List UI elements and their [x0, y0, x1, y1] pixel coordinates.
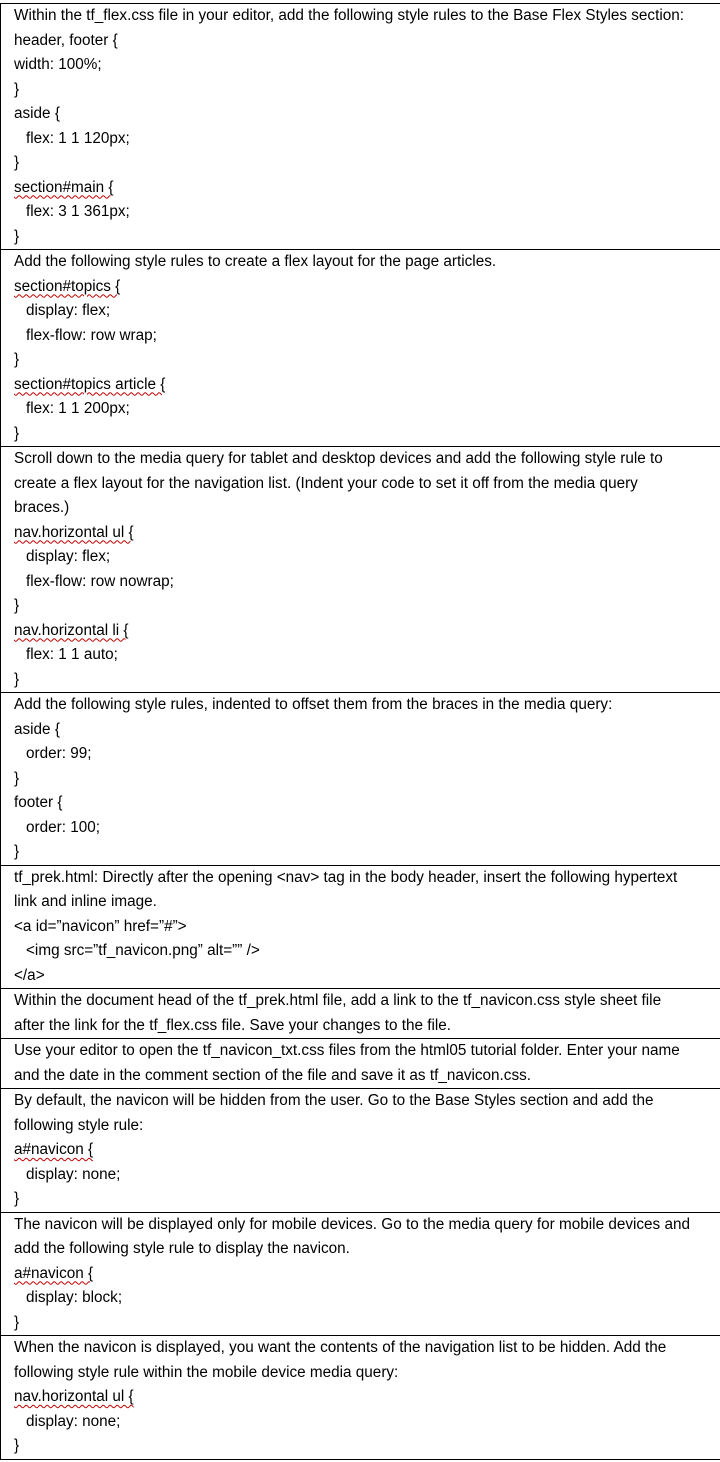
code-line: display: flex;: [26, 548, 111, 565]
code-line: <a id=”navicon” href=”#”>: [14, 917, 187, 935]
step-8: [0, 1089, 720, 1213]
code-line: aside {: [14, 105, 60, 122]
step-5: [0, 866, 720, 990]
code-line: }: [14, 1313, 20, 1331]
code-line: }: [14, 843, 20, 860]
instruction-text: Use your editor to open the tf_navicon_txt.css files from the html05 tutorial folder. Enter your name: [14, 1042, 680, 1059]
instruction-text: after the link for the tf_flex.css file. Save your changes to the file.: [14, 1016, 452, 1034]
instruction-text: and the date in the comment section of the file and save it as tf_navicon.css.: [14, 1066, 531, 1084]
code-line: }: [14, 351, 20, 368]
code-line: [14, 275, 720, 300]
code-line: }: [14, 424, 20, 442]
code-line: header, footer {: [14, 31, 118, 49]
code-selector: a#navicon {: [14, 1264, 94, 1282]
instruction-text: By default, the navicon will be hidden from the user. Go to the Base Styles section and add the: [14, 1092, 654, 1109]
code-line: <img src=”tf_navicon.png” alt=”” />: [26, 942, 260, 959]
code-selector: section#main {: [14, 178, 114, 196]
code-selector: nav.horizontal ul {: [14, 1388, 134, 1405]
step-4: [0, 693, 720, 866]
code-line: flex-flow: row wrap;: [26, 326, 157, 344]
step-10: [0, 1336, 720, 1460]
instruction-text: Within the tf_flex.css file in your editor, add the following style rules to the Base Flex Styles section:: [14, 7, 684, 24]
instruction-text: Add the following style rules to create a flex layout for the page articles.: [14, 253, 497, 270]
code-line: flex: 3 1 361px;: [26, 203, 130, 220]
code-selector: section#topics {: [14, 277, 121, 295]
code-line: [14, 176, 720, 201]
code-line: flex: 1 1 auto;: [26, 646, 118, 663]
code-line: }: [14, 80, 20, 98]
code-line: width: 100%;: [14, 56, 102, 73]
code-selector: nav.horizontal ul {: [14, 523, 134, 541]
instruction-text: following style rule:: [14, 1116, 144, 1134]
instruction-table: [0, 3, 720, 1460]
code-line: }: [14, 597, 20, 614]
step-3: [0, 447, 720, 693]
code-selector: a#navicon {: [14, 1141, 94, 1158]
code-line: [14, 1385, 720, 1410]
instruction-text: link and inline image.: [14, 893, 157, 910]
code-line: }: [14, 227, 20, 245]
instruction-text: Within the document head of the tf_prek.html file, add a link to the tf_navicon.css style sheet file: [14, 992, 662, 1009]
code-line: [14, 1262, 720, 1287]
code-line: aside {: [14, 720, 60, 738]
code-line: footer {: [14, 794, 63, 811]
code-line: }: [14, 1437, 20, 1454]
instruction-text: following style rule within the mobile device media query:: [14, 1363, 399, 1381]
code-line: </a>: [14, 966, 45, 984]
code-line: }: [14, 1190, 20, 1207]
code-line: order: 100;: [26, 818, 100, 836]
code-line: }: [14, 154, 20, 171]
code-line: [14, 1138, 720, 1163]
code-line: display: none;: [26, 1412, 121, 1430]
instruction-text: tf_prek.html: Directly after the opening <nav> tag in the body header, insert the following hypertext: [14, 868, 678, 886]
step-6: [0, 989, 720, 1039]
code-line: }: [14, 769, 20, 787]
code-line: flex-flow: row nowrap;: [26, 572, 174, 590]
code-line: display: none;: [26, 1165, 121, 1183]
code-line: display: flex;: [26, 302, 111, 319]
instruction-text: When the navicon is displayed, you want the contents of the navigation list to be hidden. Add the: [14, 1339, 667, 1356]
code-line: flex: 1 1 120px;: [26, 129, 130, 147]
instruction-text: The navicon will be displayed only for mobile devices. Go to the media query for mobile devices and: [14, 1215, 690, 1233]
instruction-text: Add the following style rules, indented to offset them from the braces in the media query:: [14, 696, 613, 713]
instruction-text: create a flex layout for the navigation list. (Indent your code to set it off from the media query: [14, 474, 638, 492]
code-selector: nav.horizontal li {: [14, 621, 129, 639]
code-line: order: 99;: [26, 745, 92, 762]
code-line: [14, 619, 720, 644]
step-2: [0, 250, 720, 447]
step-7: [0, 1039, 720, 1089]
code-line: flex: 1 1 200px;: [26, 400, 130, 417]
step-1: [0, 4, 720, 250]
instruction-text: add the following style rule to display the navicon.: [14, 1240, 350, 1257]
code-line: display: block;: [26, 1289, 123, 1306]
code-selector: section#topics article {: [14, 375, 166, 393]
step-9: [0, 1213, 720, 1337]
code-line: [14, 373, 720, 398]
instruction-text: braces.): [14, 499, 70, 516]
code-line: [14, 521, 720, 546]
code-line: }: [14, 670, 20, 688]
instruction-text: Scroll down to the media query for tablet and desktop devices and add the following style rule to: [14, 450, 663, 467]
